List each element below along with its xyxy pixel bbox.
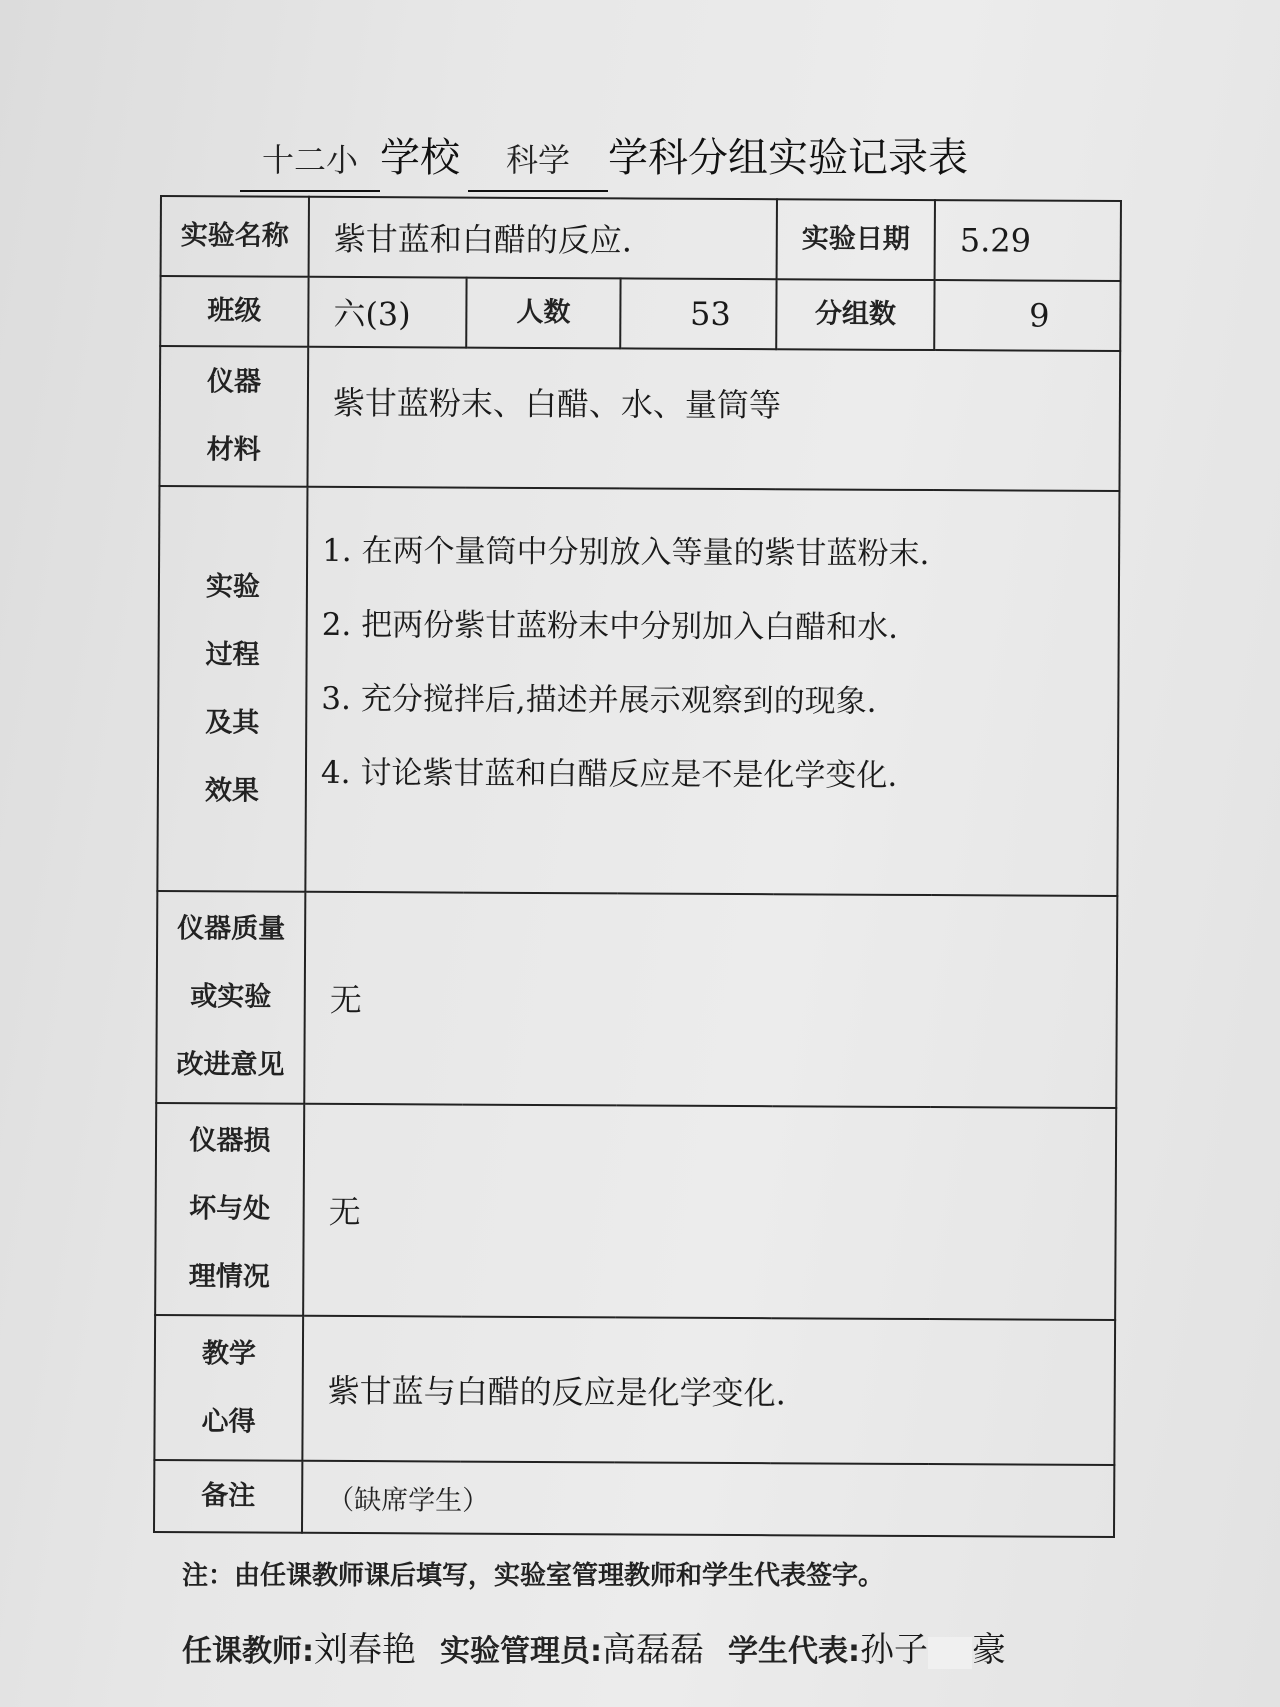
remarks-label: 备注 — [154, 1460, 302, 1533]
improvement-label — [156, 891, 305, 1104]
improvement-label-line: 改进意见 — [176, 1049, 285, 1081]
row-reflection — [154, 1315, 1115, 1465]
process-label — [157, 486, 307, 892]
process-label-line: 效果 — [204, 774, 259, 807]
materials-label-line: 仪器 — [206, 366, 262, 398]
headcount-value: 53 — [620, 278, 776, 349]
improvement-value: 无 — [304, 892, 1117, 1108]
row-experiment-name — [161, 196, 1121, 281]
record-table — [153, 195, 1122, 1538]
admin-label: 实验管理员: — [440, 1634, 602, 1669]
class-label: 班级 — [160, 276, 308, 347]
damage-label-line: 坏与处 — [189, 1193, 271, 1225]
row-remarks — [154, 1460, 1114, 1537]
materials-label — [159, 346, 308, 487]
damage-value: 无 — [303, 1104, 1116, 1320]
reflection-label-line: 教学 — [201, 1337, 257, 1370]
experiment-name-label: 实验名称 — [161, 196, 309, 277]
form-table-wrapper — [153, 195, 1140, 1540]
signature-line — [182, 1622, 1006, 1671]
reflection-label-line: 心得 — [201, 1405, 256, 1438]
class-value: 六(3) — [308, 277, 466, 348]
remarks-value: （缺席学生） — [302, 1461, 1114, 1537]
row-damage — [155, 1103, 1116, 1320]
process-step: 3. 充分搅拌后,描述并展示观察到的现象. — [321, 680, 877, 720]
process-step: 2. 把两份紫甘蓝粉末中分别加入白醋和水. — [321, 606, 899, 646]
process-label-line: 过程 — [205, 638, 260, 671]
improvement-label-line: 仪器质量 — [177, 913, 286, 945]
title-suffix: 学科分组实验记录表 — [608, 135, 968, 181]
damage-label — [155, 1103, 304, 1316]
improvement-label-line: 或实验 — [190, 981, 272, 1013]
groups-value: 9 — [934, 280, 1120, 351]
row-process — [157, 486, 1119, 896]
teacher-label: 任课教师: — [182, 1634, 314, 1669]
process-step: 4. 讨论紫甘蓝和白醋反应是不是化学变化. — [320, 754, 898, 794]
process-steps — [305, 487, 1119, 896]
student-signature-start: 孙子 — [860, 1630, 928, 1670]
school-name: 十二小 — [240, 130, 380, 192]
process-label-line: 及其 — [205, 706, 260, 739]
materials-label-line: 材料 — [206, 434, 261, 466]
damage-label-line: 理情况 — [188, 1261, 270, 1293]
student-signature-end: 豪 — [972, 1630, 1006, 1670]
row-improvement — [156, 891, 1117, 1108]
groups-label: 分组数 — [776, 279, 934, 350]
experiment-name-value: 紫甘蓝和白醋的反应. — [309, 197, 777, 279]
row-class — [160, 276, 1120, 351]
process-step: 1. 在两个量筒中分别放入等量的紫甘蓝粉末. — [322, 532, 930, 573]
footer-note: 注：由任课教师课后填写，实验室管理教师和学生代表签字。 — [182, 1561, 885, 1591]
student-label: 学生代表: — [728, 1634, 860, 1669]
experiment-date-label: 实验日期 — [777, 199, 935, 280]
redaction-box — [928, 1637, 972, 1669]
form-title — [240, 128, 1100, 188]
reflection-value: 紫甘蓝与白醋的反应是化学变化. — [302, 1316, 1115, 1465]
process-label-line: 实验 — [205, 570, 261, 603]
school-suffix: 学校 — [380, 135, 460, 181]
row-materials — [159, 346, 1120, 491]
teacher-signature: 刘春艳 — [314, 1630, 416, 1670]
damage-label-line: 仪器损 — [189, 1125, 271, 1157]
materials-value: 紫甘蓝粉末、白醋、水、量筒等 — [307, 347, 1120, 491]
experiment-date-value: 5.29 — [935, 200, 1121, 281]
reflection-label — [154, 1315, 303, 1461]
subject-name: 科学 — [468, 130, 608, 192]
admin-signature: 高磊磊 — [602, 1630, 704, 1670]
headcount-label: 人数 — [466, 278, 620, 349]
